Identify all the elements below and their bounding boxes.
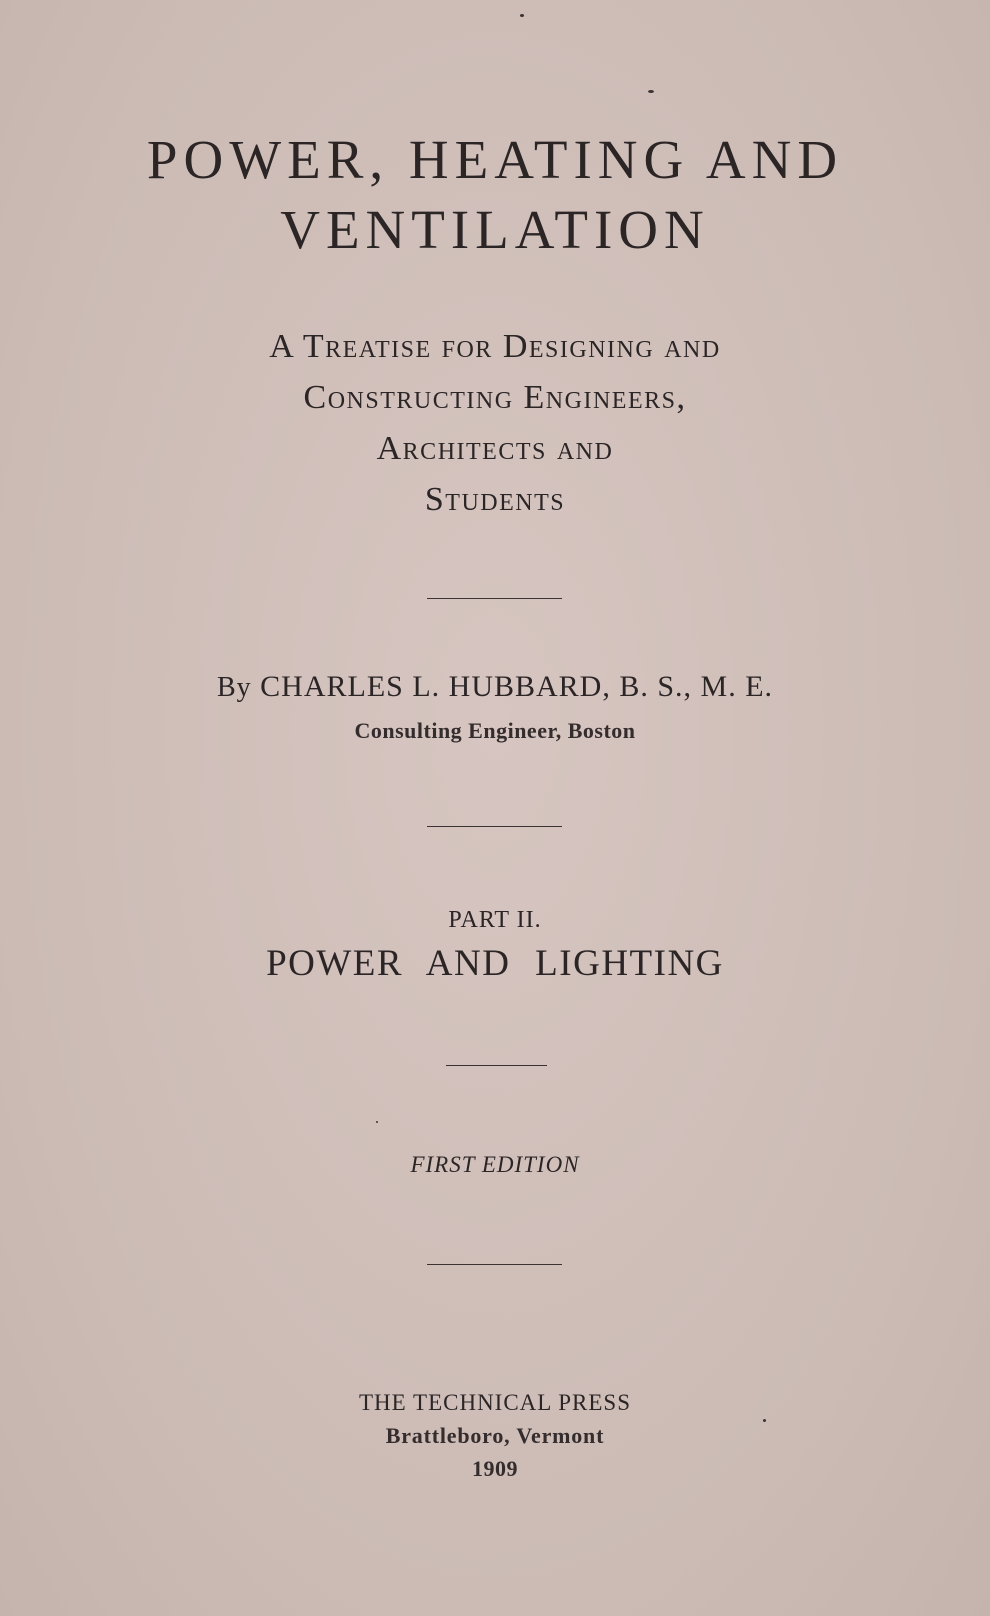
author-prefix: By [216, 672, 252, 703]
author-affiliation: Consulting Engineer, Boston [354, 718, 636, 743]
publisher-name: THE TECHNICAL PRESS [358, 1390, 632, 1415]
paper-speck [376, 1121, 378, 1123]
divider-rule [427, 598, 562, 599]
edition-label: FIRST EDITION [410, 1152, 580, 1177]
divider-rule [446, 1065, 547, 1066]
subtitle-line-2: Constructing Engineers, [303, 379, 687, 416]
publisher-location: Brattleboro, Vermont [385, 1423, 605, 1448]
subtitle-line-4: Students [424, 481, 566, 518]
divider-rule [427, 826, 562, 827]
subtitle-line-1: A Treatise for Designing and [269, 328, 721, 365]
book-title-line-2: VENTILATION [280, 199, 710, 260]
paper-speck [520, 14, 524, 17]
paper-speck [648, 90, 654, 93]
part-number: PART II. [448, 907, 542, 933]
divider-rule [427, 1264, 562, 1265]
part-title: POWER AND LIGHTING [266, 943, 724, 984]
book-title-line-1: POWER, HEATING AND [146, 129, 844, 190]
subtitle-line-3: Architects and [376, 430, 614, 467]
paper-speck [763, 1419, 766, 1422]
publication-year: 1909 [472, 1456, 518, 1481]
author-name: CHARLES L. HUBBARD, B. S., M. E. [260, 670, 774, 703]
author-line [0, 672, 990, 702]
